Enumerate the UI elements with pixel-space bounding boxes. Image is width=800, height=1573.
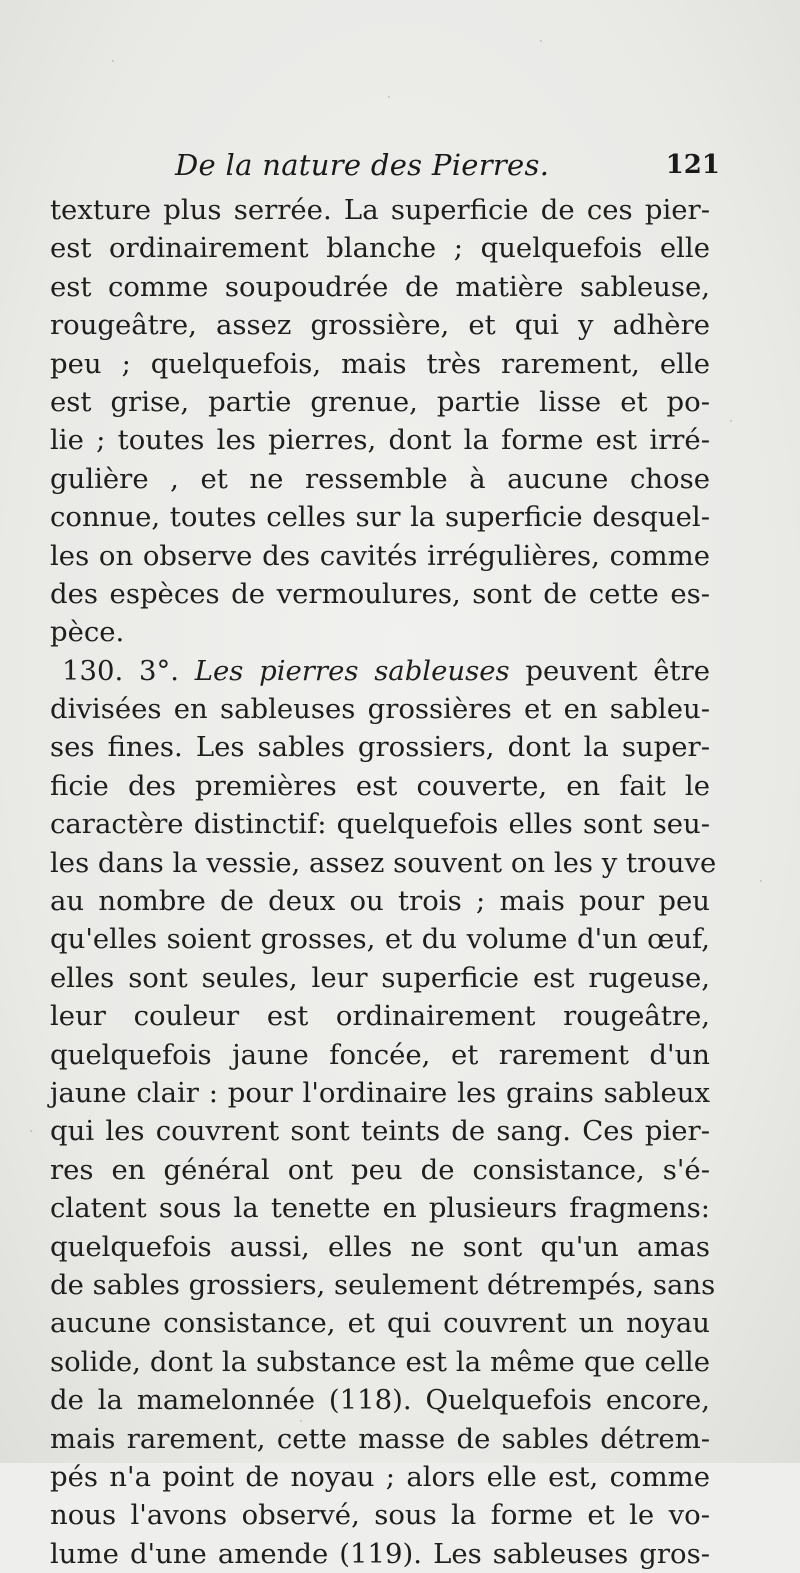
text-line: res en général ont peu de consistance, s'é- [50,1153,710,1186]
page-number: 121 [665,150,720,180]
text-line: ses fines. Les sables grossiers, dont la super- [50,731,710,764]
text-line: de sables grossiers, seulement détrempés, sans [50,1268,716,1301]
text-line: quelquefois aussi, elles ne sont qu'un amas [50,1230,710,1263]
text-line: quelquefois jaune foncée, et rarement d'un [50,1038,710,1071]
text-line: lie ; toutes les pierres, dont la forme est irré- [50,424,710,457]
text-line: elles sont seules, leur superficie est rugeuse, [50,961,710,994]
text-line: solide, dont la substance est la même que celle [50,1345,710,1378]
text-line: pés n'a point de noyau ; alors elle est, comme [50,1460,710,1493]
text-line: de la mamelonnée (118). Quelquefois encore, [50,1384,710,1417]
paper-speck [388,96,390,98]
running-title: De la nature des Pierres. [175,148,550,182]
paper-speck [760,880,762,882]
body-text [50,191,717,1573]
text-line: jaune clair : pour l'ordinaire les grains sableux [50,1076,710,1109]
text-line: gulière , et ne ressemble à aucune chose [50,462,710,495]
page-header [175,148,720,190]
text-line: divisées en sableuses grossières et en sableu- [50,693,710,726]
text-fragment: peuvent être [525,654,710,687]
text-line: aucune consistance, et qui couvrent un noyau [50,1307,710,1340]
text-line: est ordinairement blanche ; quelquefois elle [50,232,710,265]
text-line: les dans la vessie, assez souvent on les y trouve [50,846,717,879]
text-line: ficie des premières est couverte, en fait le [50,769,710,802]
text-line: des espèces de vermoulures, sont de cette es- [50,577,710,610]
text-line: connue, toutes celles sur la superficie desquel- [50,501,710,534]
text-line: les on observe des cavités irrégulières, comme [50,539,710,572]
text-line: leur couleur est ordinairement rougeâtre, [50,1000,710,1033]
text-line: est grise, partie grenue, partie lisse et po- [50,385,710,418]
text-line: qu'elles soient grosses, et du volume d'un œuf, [50,923,710,956]
paper-speck [30,1130,32,1132]
text-line: rougeâtre, assez grossière, et qui y adhère [50,309,710,342]
italic-heading-phrase: Les pierres sableuses [194,654,510,687]
text-line: mais rarement, cette masse de sables détrem- [50,1422,710,1455]
paper-speck [112,60,114,62]
text-line: pèce. [50,616,125,649]
text-line: qui les couvrent sont teints de sang. Ces pier- [50,1115,710,1148]
paragraph-opening-line [50,652,710,690]
text-line: nous l'avons observé, sous la forme et le vo- [50,1499,710,1532]
paper-speck [540,40,542,42]
text-line: peu ; quelquefois, mais très rarement, elle [50,347,710,380]
paper-speck [730,420,732,422]
text-line: au nombre de deux ou trois ; mais pour peu [50,885,710,918]
text-line: est comme soupoudrée de matière sableuse, [50,270,710,303]
paragraph-number: 130. 3°. [62,654,179,687]
text-line: clatent sous la tenette en plusieurs fragmens: [50,1192,710,1225]
text-line: lume d'une amende (119). Les sableuses gros- [50,1537,710,1570]
text-line: caractère distinctif: quelquefois elles sont seu- [50,808,710,841]
text-line: texture plus serrée. La superficie de ces pier- [50,194,710,226]
